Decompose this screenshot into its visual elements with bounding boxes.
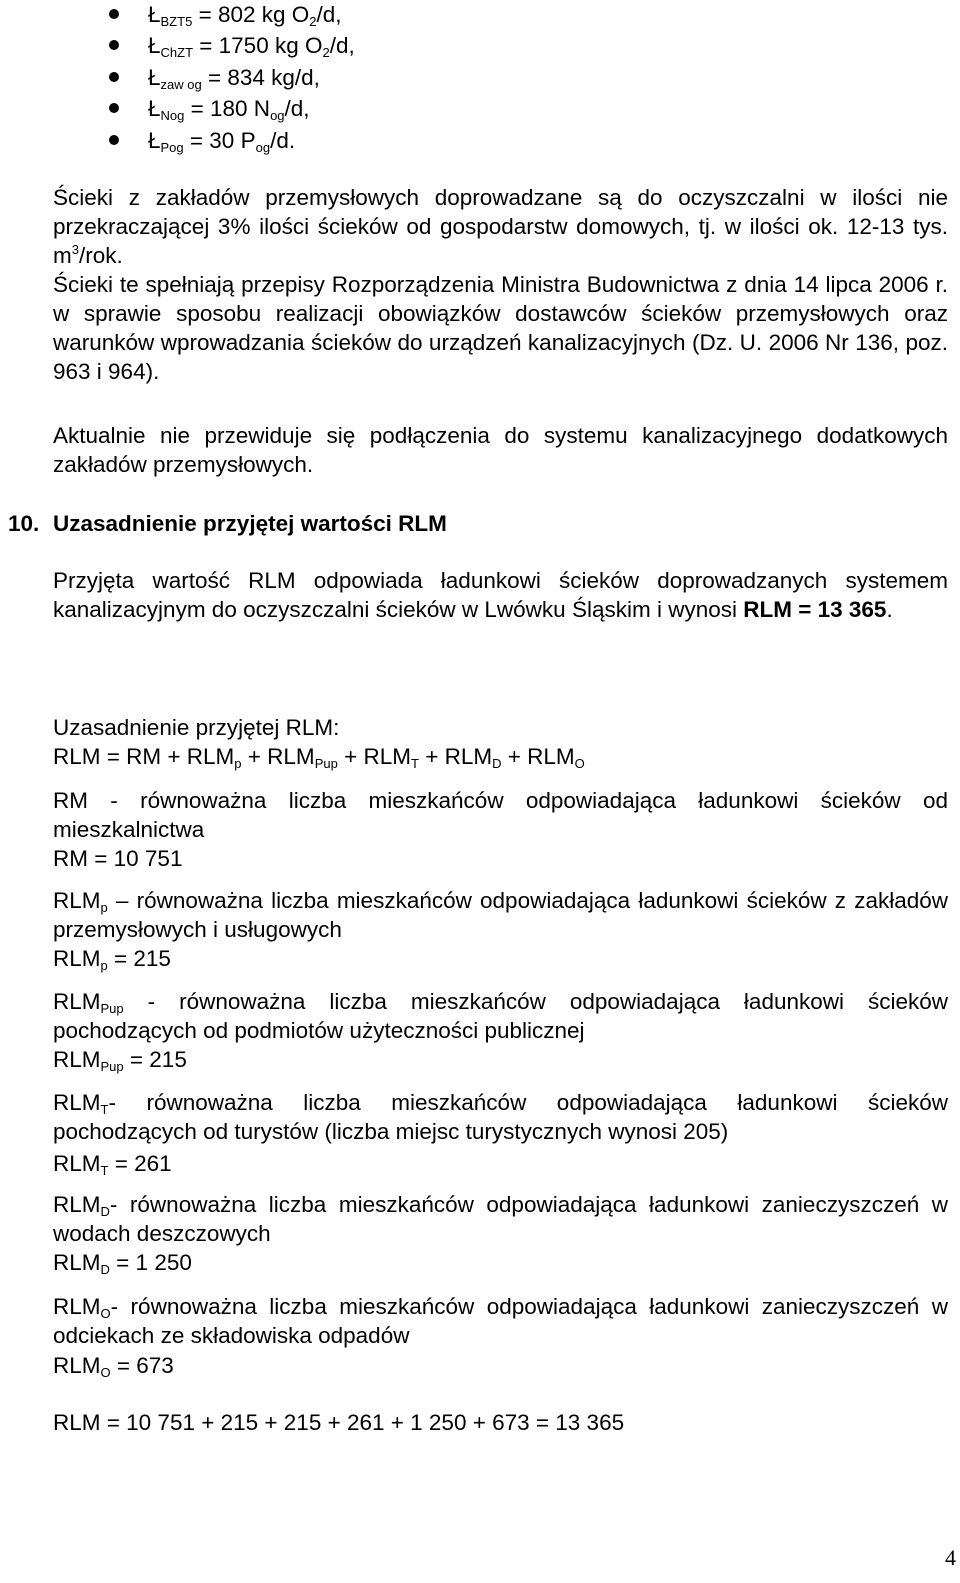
rlm-item-value: $RLM_p = 215$ (53, 946, 171, 973)
paragraph-industrial-sewage: Ścieki z zakładów przemysłowych doprowadzane są do oczyszczalni w ilości nie przekraczającej 3% ilości ścieków od gospodarstw domowych, tj. w ilości ok. 12-13 tys. $m^3$/rok. (53, 185, 948, 268)
rlm-item-description: $RLM_p$ – równoważna liczba mieszkańców odpowiadająca ładunkowi ścieków z zakładów przemysłowych i usługowych (53, 888, 948, 942)
rlm-item-description: $RLM_T-$ równoważna liczba mieszkańców odpowiadająca ładunkowi ścieków pochodzących od turystów (liczba miejsc turystycznych wynosi 205) (53, 1090, 948, 1144)
load-item: $Ł_{Pog} = 30$ $P_{og}/d$. (148, 128, 296, 155)
rm-value: RM = 10 751 (53, 846, 183, 871)
rlm-item-value: $RLM_T = 261$ (53, 1151, 172, 1178)
paragraph-rlm-value: Przyjęta wartość RLM odpowiada ładunkowi ścieków doprowadzanych systemem kanalizacyjnym do oczyszczalni ścieków w Lwówku Śląskim i wynosi RLM = 13 365. (53, 568, 948, 622)
bullet-icon (109, 72, 119, 82)
section-number: 10. (8, 511, 40, 536)
bullet-icon (109, 40, 119, 50)
rlm-item-value: $RLM_O = 673$ (53, 1353, 174, 1380)
rlm-total: RLM = 10 751 + 215 + 215 + 261 + 1 250 + 673 = 13 365 (53, 1410, 625, 1435)
rm-description: RM - równoważna liczba mieszkańców odpowiadająca ładunkowi ścieków od mieszkalnictwa (53, 788, 948, 842)
load-item: $Ł_{Nog} = 180$ $N_{og}/d$, (148, 96, 310, 123)
section-title: Uzasadnienie przyjętej wartości RLM (53, 511, 447, 536)
bullet-icon (109, 9, 119, 19)
paragraph-regulation: Ścieki te spełniają przepisy Rozporządzenia Ministra Budownictwa z dnia 14 lipca 2006 r. w sprawie sposobu realizacji obowiązków dostawców ścieków przemysłowych oraz warunków wprowadzania ścieków do urządzeń kanalizacyjnych (Dz. U. 2006 Nr 136, poz. 963 i 964). (53, 272, 948, 384)
bullet-icon (109, 103, 119, 113)
load-item: $Ł_{BZT5} = 802$ kg $O_2/d$, (148, 2, 342, 29)
justification-title: Uzasadnienie przyjętej RLM: (53, 715, 340, 740)
rlm-item-value: $RLM_D = 1$ 250 (53, 1250, 192, 1277)
rlm-item-value: $RLM_{Pup} = 215$ (53, 1047, 187, 1074)
bullet-icon (109, 135, 119, 145)
rlm-formula: RLM = RM + $RLM_p + RLM_{Pup} + RLM_T + RLM_D + RLM_O$ (53, 744, 585, 771)
page-number: 4 (945, 1545, 956, 1570)
paragraph-no-new-plants: Aktualnie nie przewiduje się podłączenia do systemu kanalizacyjnego dodatkowych zakładów przemysłowych. (53, 423, 948, 477)
load-item: $Ł_{ChZT} = 1750$ kg $O_2/d$, (148, 33, 355, 60)
rlm-item-description: $RLM_{Pup}$ - równoważna liczba mieszkańców odpowiadająca ładunkowi ścieków pochodzących od podmiotów użyteczności publicznej (53, 989, 948, 1043)
rlm-item-description: $RLM_O-$ równoważna liczba mieszkańców odpowiadająca ładunkowi zanieczyszczeń w odciekach ze składowiska odpadów (53, 1294, 948, 1348)
load-item: $Ł_{zaw og} = 834$ kg/d, (148, 65, 320, 92)
rlm-item-description: $RLM_D-$ równoważna liczba mieszkańców odpowiadająca ładunkowi zanieczyszczeń w wodach deszczowych (53, 1192, 948, 1246)
